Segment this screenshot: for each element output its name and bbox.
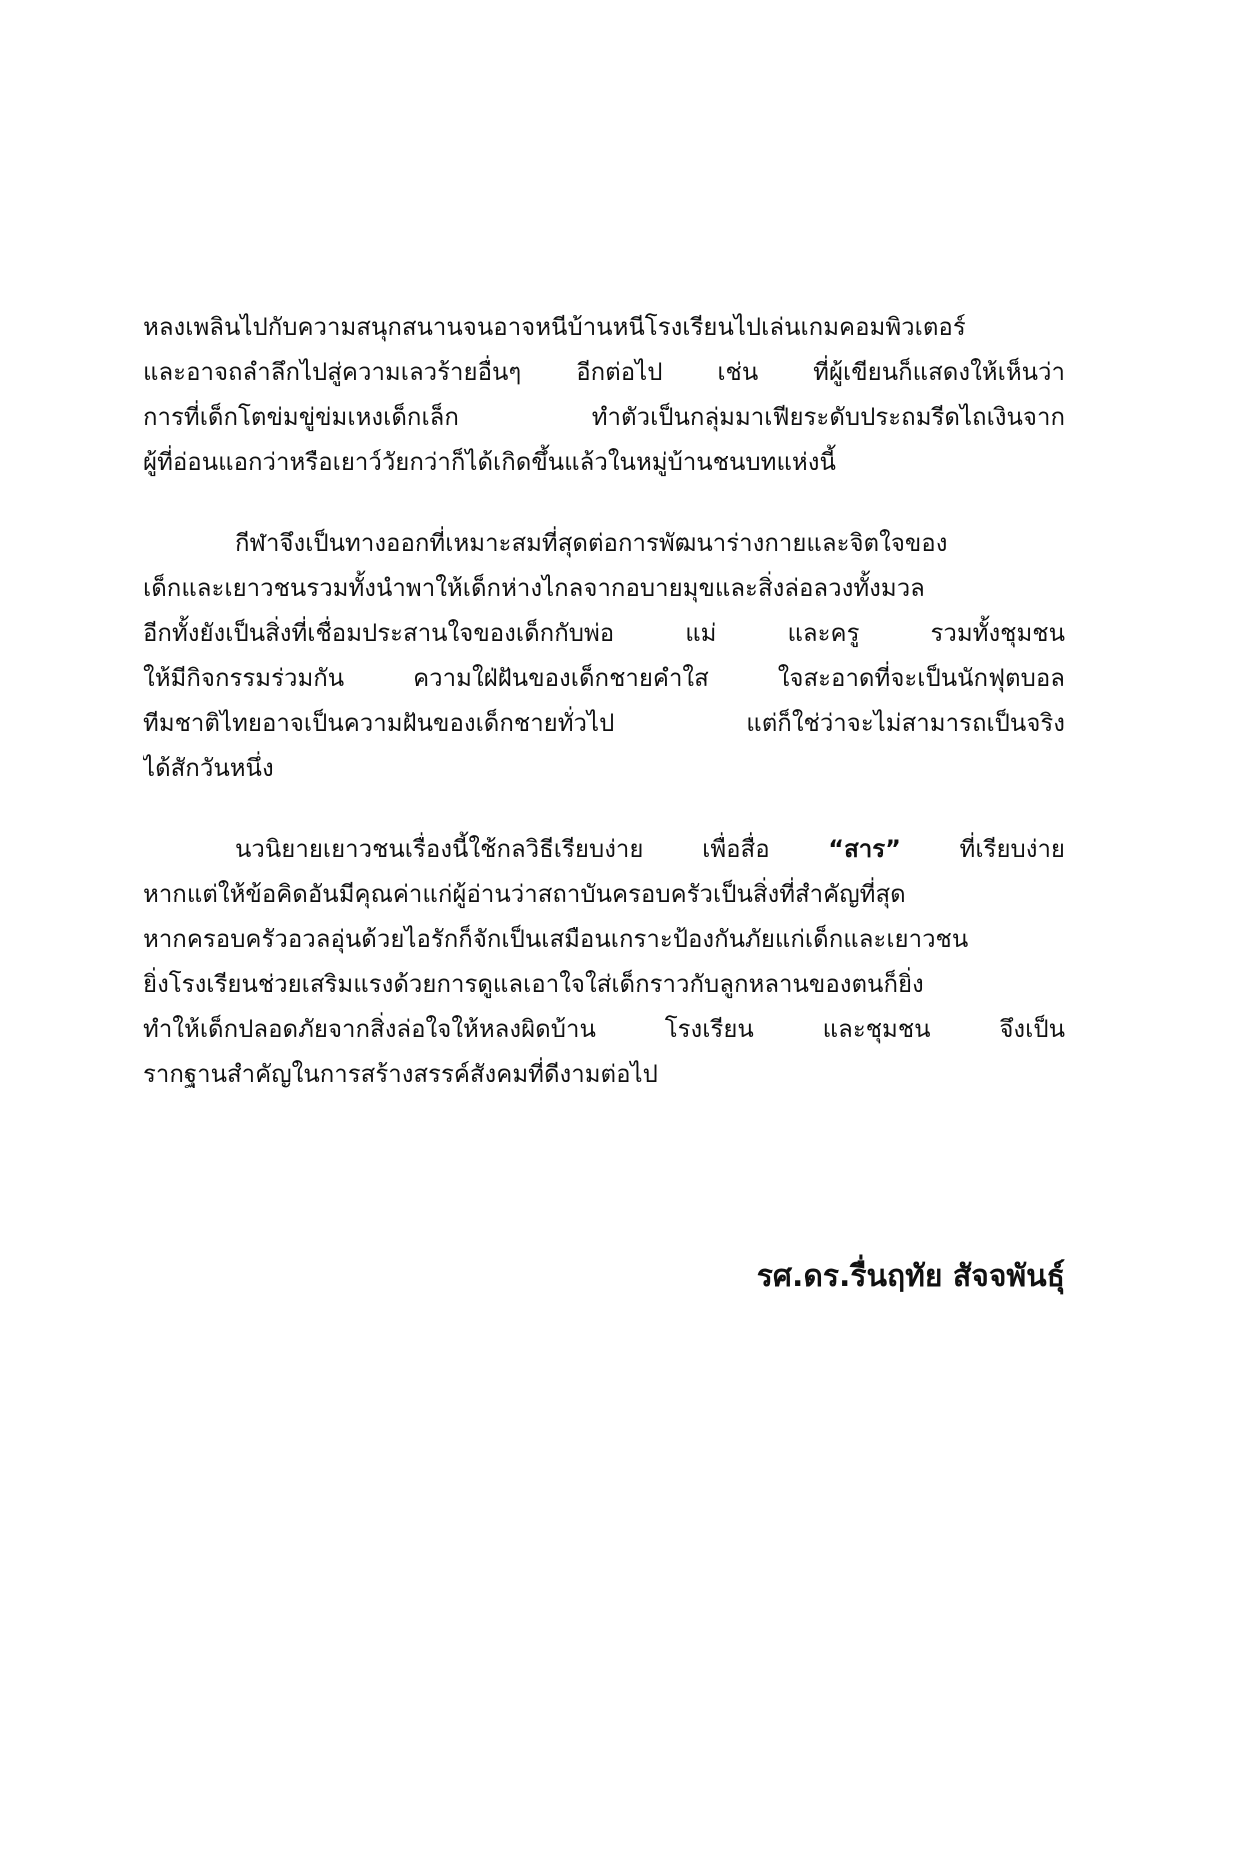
text-line: ยิ่งโรงเรียนช่วยเสริมแรงด้วยการดูแลเอาใจใส่เด็กราวกับลูกหลานของตนก็ยิ่ง [143,970,924,998]
text-segment: ที่เรียบง่าย [900,835,1065,863]
text-line: ผู้ที่อ่อนแอกว่าหรือเยาว์วัยกว่าก็ได้เกิดขึ้นแล้วในหมู่บ้านชนบทแห่งนี้ [143,448,836,476]
emphasized-word: “สาร” [828,835,901,863]
paragraph-1 [143,305,1065,485]
author-signature: รศ.ดร.รื่นฤทัย สัจจพันธุ์ [756,1259,1065,1294]
text-line: หากแต่ให้ข้อคิดอันมีคุณค่าแก่ผู้อ่านว่าสถาบันครอบครัวเป็นสิ่งที่สำคัญที่สุด [143,880,906,908]
text-line: รากฐานสำคัญในการสร้างสรรค์สังคมที่ดีงามต่อไป [143,1060,658,1088]
text-line: และอาจถลำลึกไปสู่ความเลวร้ายอื่นๆ อีกต่อไป เช่น ที่ผู้เขียนก็แสดงให้เห็นว่า [143,358,1065,386]
text-line: ให้มีกิจกรรมร่วมกัน ความใฝ่ฝันของเด็กชายคำใส ใจสะอาดที่จะเป็นนักฟุตบอล [143,664,1065,692]
paragraph-3 [143,827,1065,1097]
text-line: การที่เด็กโตข่มขู่ข่มเหงเด็กเล็ก ทำตัวเป็นกลุ่มมาเฟียระดับประถมรีดไถเงินจาก [143,403,1065,431]
paragraph-2 [143,521,1065,791]
text-line: ทีมชาติไทยอาจเป็นความฝันของเด็กชายทั่วไป แต่ก็ใช่ว่าจะไม่สามารถเป็นจริง [143,709,1065,737]
text-line: ได้สักวันหนึ่ง [143,754,274,782]
text-line: อีกทั้งยังเป็นสิ่งที่เชื่อมประสานใจของเด็กกับพ่อ แม่ และครู รวมทั้งชุมชน [143,619,1065,647]
text-line: หลงเพลินไปกับความสนุกสนานจนอาจหนีบ้านหนีโรงเรียนไปเล่นเกมคอมพิวเตอร์ [143,313,966,341]
text-line: กีฬาจึงเป็นทางออกที่เหมาะสมที่สุดต่อการพัฒนาร่างกายและจิตใจของ [235,529,948,557]
text-segment: นวนิยายเยาวชนเรื่องนี้ใช้กลวิธีเรียบง่าย เพื่อสื่อ [235,835,829,863]
text-line: ทำให้เด็กปลอดภัยจากสิ่งล่อใจให้หลงผิดบ้าน โรงเรียน และชุมชน จึงเป็น [143,1015,1065,1043]
text-line: หากครอบครัวอวลอุ่นด้วยไอรักก็จักเป็นเสมือนเกราะป้องกันภัยแก่เด็กและเยาวชน [143,925,969,953]
body-text [143,305,1065,1097]
text-line-with-emphasis [143,827,1065,872]
text-line: เด็กและเยาวชนรวมทั้งนำพาให้เด็กห่างไกลจากอบายมุขและสิ่งล่อลวงทั้งมวล [143,574,925,602]
